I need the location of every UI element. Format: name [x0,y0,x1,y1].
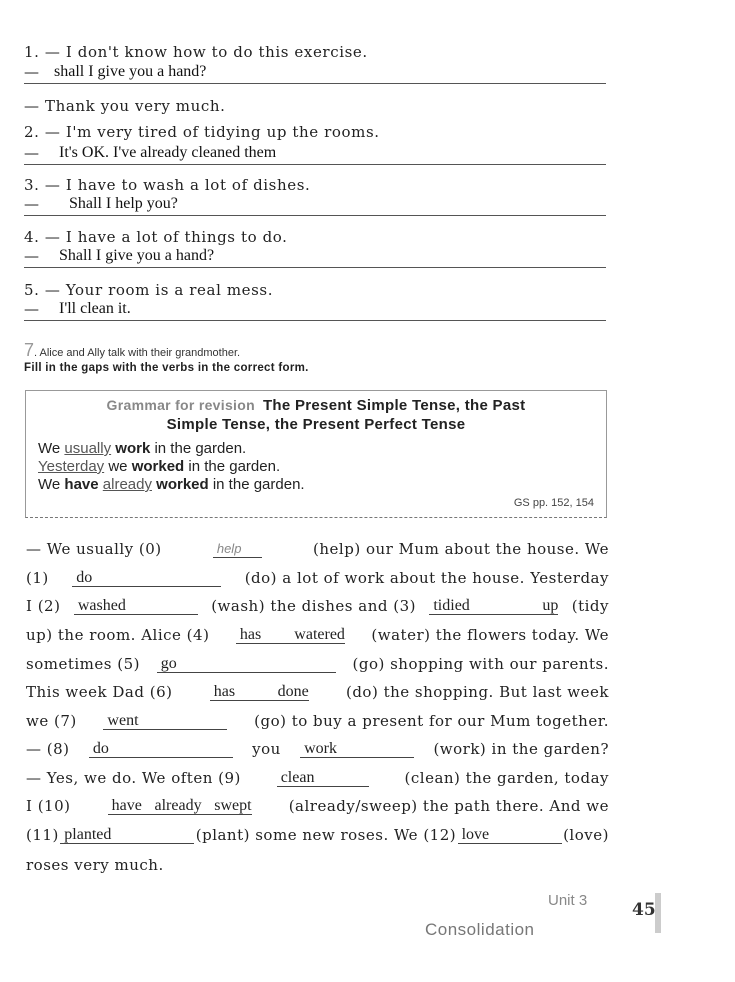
text-line [26,569,609,587]
grammar-examples [38,440,606,494]
gap-answer[interactable]: love [458,827,562,844]
text-line [26,712,609,730]
text: in the garden. [150,440,247,457]
adverb: usually [64,440,112,457]
text-segment: (do) a lot of work about the house. Yesterday [244,569,609,587]
adverb: already [102,476,152,493]
text-segment: (wash) the dishes and (3) [211,597,416,615]
gap-answer[interactable]: has watered [236,627,345,644]
text-segment: (11) [26,826,59,844]
exercise-number: 7 [24,340,35,360]
text: we [104,458,132,475]
text-segment: (love) [563,826,609,844]
text-line [26,797,609,815]
dialogue-5-answer: I'll clean it. [59,300,131,317]
grammar-reference: GS pp. 152, 154 [513,497,594,509]
dialogue-4-prompt: 4. — I have a lot of things to do. [24,228,288,246]
text-segment: we (7) [26,712,77,730]
exercise-intro: . Alice and Ally talk with their grandmother. [34,347,241,359]
dialogue-4-answer-line[interactable]: — Shall I give you a hand? [24,245,606,268]
text-segment: (tidy [571,597,609,615]
example-answer[interactable]: help [213,541,262,558]
grammar-box [25,390,607,518]
text-line [26,769,609,787]
gap-answer[interactable]: have already swept [108,798,252,815]
grammar-title [26,396,606,434]
verb: worked [156,476,209,493]
dialogue-3-answer: Shall I help you? [69,195,178,212]
text-line [26,626,609,644]
text-segment: (go) shopping with our parents. [352,655,609,673]
dialogue-3-prompt: 3. — I have to wash a lot of dishes. [24,176,311,194]
text-segment: — We usually (0) [26,540,162,558]
gap-answer[interactable]: go [157,656,336,673]
page-tab-marker [655,893,661,933]
text-line [26,683,609,701]
text-line [26,826,609,844]
dialogue-2-answer-line[interactable]: — It's OK. I've already cleaned them [24,142,606,165]
text-segment: (1) [26,569,49,587]
text: in the garden. [208,476,305,493]
grammar-title-line1: The Present Simple Tense, the Past [262,397,526,414]
example-3 [38,476,606,494]
text-line [26,856,609,874]
text-segment: — (8) [26,740,70,758]
text: We [38,476,65,493]
grammar-label: Grammar for revision [106,397,255,413]
gap-answer[interactable]: do [72,570,221,587]
text-segment: (clean) the garden, today [404,769,609,787]
verb: worked [131,458,185,475]
page-number: 45 [632,900,656,920]
text-segment: I (2) [26,597,61,615]
verb: have [64,476,99,493]
text: We [38,440,65,457]
adverb: Yesterday [38,458,105,475]
text-line [26,597,609,615]
dialogue-1-answer-line[interactable]: — shall I give you a hand? [24,61,606,84]
text: in the garden. [184,458,281,475]
text-segment: I (10) [26,797,71,815]
text-segment: This week Dad (6) [26,683,173,701]
text-segment: (work) in the garden? [433,740,609,758]
text-segment: (plant) some new roses. We (12) [195,826,457,844]
text-segment: you [252,740,281,758]
text-segment: (do) the shopping. But last week [345,683,609,701]
text-segment: (water) the flowers today. We [371,626,609,644]
exercise-instruction: Fill in the gaps with the verbs in the correct form. [24,362,309,374]
dialogue-1-answer: shall I give you a hand? [54,63,207,80]
text-line [26,655,609,673]
dialogue-5-answer-line[interactable]: — I'll clean it. [24,298,606,321]
text-segment: — Yes, we do. We often (9) [26,769,241,787]
dialogue-5-prompt: 5. — Your room is a real mess. [24,281,274,299]
text-segment: up) the room. Alice (4) [26,626,210,644]
gap-answer[interactable]: tidied up [429,598,558,615]
gap-answer[interactable]: work [300,741,414,758]
text-segment: (already/sweep) the path there. And we [288,797,609,815]
footer-unit: Unit 3 [548,892,588,909]
gap-answer[interactable]: has done [210,684,309,701]
gap-answer[interactable]: clean [277,770,369,787]
text-segment: (help) our Mum about the house. We [313,540,609,558]
dialogue-1-reply: — Thank you very much. [24,97,226,115]
exercise-heading [24,340,240,361]
footer-section: Consolidation [425,920,535,939]
dialogue-1-prompt: 1. — I don't know how to do this exercise. [24,43,368,61]
verb: work [115,440,151,457]
dialogue-3-answer-line[interactable]: — Shall I help you? [24,193,606,216]
text-segment: roses very much. [26,856,164,874]
text-segment: (go) to buy a present for our Mum together. [254,712,609,730]
gap-answer[interactable]: do [89,741,233,758]
text-line [26,740,609,758]
example-2 [38,458,606,476]
grammar-title-line2: Simple Tense, the Present Perfect Tense [166,416,466,433]
dialogue-2-answer: It's OK. I've already cleaned them [59,144,277,161]
gap-answer[interactable]: planted [60,827,194,844]
gap-answer[interactable]: went [103,713,227,730]
dialogue-4-answer: Shall I give you a hand? [59,247,215,264]
text-line [26,540,609,558]
gap-answer[interactable]: washed [74,598,198,615]
text-segment: sometimes (5) [26,655,140,673]
dialogue-2-prompt: 2. — I'm very tired of tidying up the rooms. [24,123,380,141]
example-1 [38,440,606,458]
